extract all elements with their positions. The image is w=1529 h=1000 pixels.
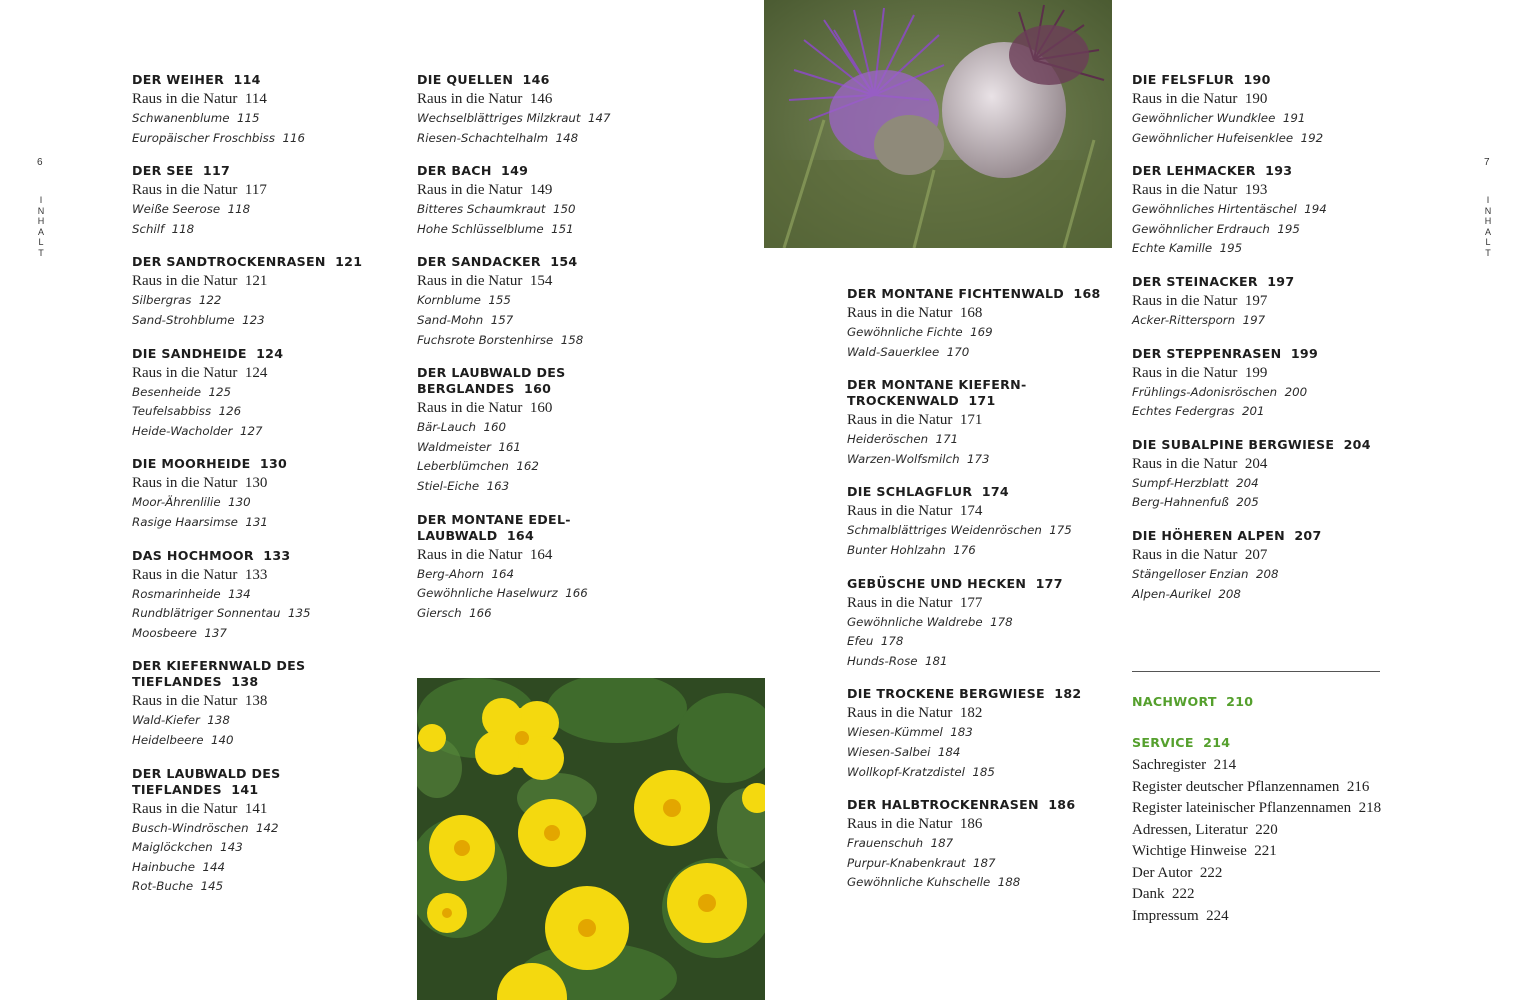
appendix-column — [1132, 694, 1402, 927]
section-heading[interactable]: DIE MOORHEIDE 130 — [132, 456, 288, 472]
toc-section — [1132, 72, 1402, 148]
side-label-right — [1482, 195, 1494, 259]
toc-section — [847, 686, 1117, 782]
page-number-left: 6 — [37, 157, 43, 168]
intro-entry[interactable]: Raus in die Natur 197 — [1132, 292, 1268, 309]
plant-entry[interactable]: Wechselblättriges Milzkraut 147 — [417, 111, 611, 125]
toc-section — [847, 377, 1117, 469]
side-label-letter: L — [1485, 237, 1491, 248]
section-heading[interactable]: DER LAUBWALD DES TIEFLANDES 141 — [132, 765, 281, 797]
plant-entry[interactable]: Gewöhnlicher Wundklee 191 — [1132, 111, 1306, 125]
plant-entry[interactable]: Heidelbeere 140 — [132, 732, 234, 747]
intro-entry[interactable]: Raus in die Natur 171 — [847, 412, 983, 429]
intro-entry[interactable]: Raus in die Natur 168 — [847, 305, 983, 321]
plant-entry[interactable]: Heideröschen 171 — [847, 432, 959, 447]
toc-column-2 — [417, 72, 687, 638]
toc-section — [1132, 528, 1402, 604]
plant-entry[interactable]: Hainbuche 144 — [132, 859, 226, 874]
toc-section — [132, 72, 402, 148]
plant-entry[interactable]: Moosbeere 137 — [132, 625, 227, 640]
service-entry[interactable]: Register lateinischer Pflanzennamen 218 — [1132, 800, 1382, 816]
plant-entry[interactable]: Heide-Wacholder 127 — [132, 423, 263, 438]
plant-entry[interactable]: Bär-Lauch 160 — [417, 420, 507, 435]
side-label-letter: T — [1485, 247, 1491, 258]
side-label-letter: N — [37, 205, 45, 216]
section-heading[interactable]: DER SEE 117 — [132, 163, 231, 179]
plant-entry[interactable]: Wald-Sauerklee 170 — [847, 344, 970, 359]
plant-entry[interactable]: Schilf 118 — [132, 221, 195, 236]
plant-entry[interactable]: Gewöhnliche Haselwurz 166 — [417, 586, 588, 601]
plant-entry[interactable]: Bitteres Schaumkraut 150 — [417, 202, 576, 217]
toc-section — [132, 548, 402, 644]
side-label-letter: A — [1484, 226, 1491, 237]
plant-entry[interactable]: Echte Kamille 195 — [1132, 241, 1243, 256]
plant-entry[interactable]: Sand-Mohn 157 — [417, 312, 514, 327]
intro-entry[interactable]: Raus in die Natur 149 — [417, 182, 553, 199]
service-list — [1132, 755, 1402, 927]
plant-entry[interactable]: Echtes Federgras 201 — [1132, 404, 1265, 419]
divider-line — [1132, 671, 1380, 672]
toc-section — [417, 72, 687, 148]
plant-entry[interactable]: Efeu 178 — [847, 634, 904, 649]
side-label-letter: A — [37, 226, 44, 237]
toc-section — [1132, 346, 1402, 422]
service-entry[interactable]: Adressen, Literatur 220 — [1132, 821, 1278, 838]
service-entry[interactable]: Dank 222 — [1132, 886, 1195, 902]
plant-entry[interactable]: Maiglöckchen 143 — [132, 840, 243, 855]
side-label-letter: N — [1484, 205, 1492, 216]
toc-column-3 — [847, 286, 1117, 908]
side-label-letter: I — [1486, 195, 1490, 205]
section-heading[interactable]: DER LAUBWALD DES BERGLANDES 160 — [417, 365, 566, 397]
plant-entry[interactable]: Schwanenblume 115 — [132, 111, 260, 125]
plant-entry[interactable]: Wald-Kiefer 138 — [132, 713, 230, 728]
plant-entry[interactable]: Frauenschuh 187 — [847, 836, 954, 851]
intro-entry[interactable]: Raus in die Natur 117 — [132, 182, 267, 199]
intro-entry[interactable]: Raus in die Natur 154 — [417, 273, 553, 290]
plant-entry[interactable]: Teufelsabbiss 126 — [132, 404, 242, 419]
section-heading[interactable]: DIE HÖHEREN ALPEN 207 — [1132, 527, 1322, 543]
service-entry[interactable]: Wichtige Hinweise 221 — [1132, 843, 1277, 859]
intro-entry[interactable]: Raus in die Natur 199 — [1132, 364, 1268, 381]
side-label-letter: H — [1484, 216, 1492, 227]
intro-entry[interactable]: Raus in die Natur 124 — [132, 364, 268, 381]
side-label-letter: L — [38, 237, 44, 248]
plant-entry[interactable]: Rundblätriger Sonnentau 135 — [132, 606, 311, 621]
plant-entry[interactable]: Kornblume 155 — [417, 293, 511, 308]
plant-entry[interactable]: Europäischer Froschbiss 116 — [132, 130, 305, 145]
plant-entry[interactable]: Warzen-Wolfsmilch 173 — [847, 451, 990, 466]
plant-entry[interactable]: Hunds-Rose 181 — [847, 653, 948, 668]
plant-entry[interactable]: Wollkopf-Kratzdistel 185 — [847, 764, 995, 779]
section-heading[interactable]: DER BACH 149 — [417, 163, 529, 179]
plant-entry[interactable]: Wiesen-Kümmel 183 — [847, 725, 973, 740]
nachwort-heading[interactable]: NACHWORT 210 — [1132, 694, 1254, 709]
page-number-right: 7 — [1484, 157, 1490, 168]
plant-entry[interactable]: Stängelloser Enzian 208 — [1132, 566, 1279, 581]
section-heading[interactable]: DIE SUBALPINE BERGWIESE 204 — [1132, 436, 1371, 452]
section-heading[interactable]: DIE TROCKENE BERGWIESE 182 — [847, 686, 1082, 702]
section-heading[interactable]: DIE QUELLEN 146 — [417, 72, 550, 87]
thistle-photo — [764, 0, 1112, 248]
side-label-letter: H — [37, 216, 45, 227]
intro-entry[interactable]: Raus in die Natur 141 — [132, 800, 268, 817]
section-heading[interactable]: DER KIEFERNWALD DES TIEFLANDES 138 — [132, 658, 306, 690]
intro-entry[interactable]: Raus in die Natur 193 — [1132, 182, 1268, 199]
toc-section — [132, 766, 402, 897]
intro-entry[interactable]: Raus in die Natur 204 — [1132, 455, 1268, 472]
intro-entry[interactable]: Raus in die Natur 121 — [132, 273, 268, 290]
toc-section — [1132, 163, 1402, 259]
plant-entry[interactable]: Hohe Schlüsselblume 151 — [417, 221, 574, 236]
toc-section — [847, 484, 1117, 560]
intro-entry[interactable]: Raus in die Natur 190 — [1132, 91, 1268, 107]
plant-entry[interactable]: Busch-Windröschen 142 — [132, 820, 279, 835]
section-heading[interactable]: DAS HOCHMOOR 133 — [132, 547, 291, 563]
intro-entry[interactable]: Raus in die Natur 133 — [132, 566, 268, 583]
toc-section — [847, 797, 1117, 893]
toc-section — [132, 254, 402, 330]
intro-entry[interactable]: Raus in die Natur 146 — [417, 91, 553, 107]
side-label-letter: T — [38, 247, 44, 258]
toc-section — [847, 576, 1117, 672]
intro-entry[interactable]: Raus in die Natur 174 — [847, 503, 983, 520]
plant-entry[interactable]: Leberblümchen 162 — [417, 459, 539, 474]
section-heading[interactable]: DER HALBTROCKENRASEN 186 — [847, 797, 1076, 813]
plant-entry[interactable]: Gewöhnliche Kuhschelle 188 — [847, 875, 1021, 890]
toc-section — [132, 456, 402, 532]
section-heading[interactable]: DER LEHMACKER 193 — [1132, 163, 1293, 179]
intro-entry[interactable]: Raus in die Natur 130 — [132, 475, 268, 492]
plant-entry[interactable]: Giersch 166 — [417, 605, 492, 620]
section-heading[interactable]: DIE FELSFLUR 190 — [1132, 72, 1271, 87]
intro-entry[interactable]: Raus in die Natur 177 — [847, 594, 983, 611]
plant-entry[interactable]: Sand-Strohblume 123 — [132, 312, 265, 327]
plant-entry[interactable]: Gewöhnliche Waldrebe 178 — [847, 614, 1013, 629]
plant-entry[interactable]: Schmalblättriges Weidenröschen 175 — [847, 523, 1072, 538]
plant-entry[interactable]: Frühlings-Adonisröschen 200 — [1132, 384, 1308, 399]
intro-entry[interactable]: Raus in die Natur 207 — [1132, 546, 1268, 563]
section-heading[interactable]: DER STEINACKER 197 — [1132, 273, 1295, 289]
intro-entry[interactable]: Raus in die Natur 114 — [132, 91, 267, 107]
section-heading[interactable]: DER SANDTROCKENRASEN 121 — [132, 254, 363, 270]
plant-entry[interactable]: Alpen-Aurikel 208 — [1132, 586, 1241, 601]
plant-entry[interactable]: Waldmeister 161 — [417, 439, 521, 454]
section-heading[interactable]: DER WEIHER 114 — [132, 72, 261, 87]
plant-entry[interactable]: Berg-Ahorn 164 — [417, 566, 515, 581]
intro-entry[interactable]: Raus in die Natur 138 — [132, 693, 268, 710]
toc-section — [1132, 437, 1402, 513]
plant-entry[interactable]: Rasige Haarsimse 131 — [132, 514, 268, 529]
plant-entry[interactable]: Gewöhnliche Fichte 169 — [847, 325, 993, 339]
section-heading[interactable]: GEBÜSCHE UND HECKEN 177 — [847, 575, 1063, 591]
section-heading[interactable]: DIE SCHLAGFLUR 174 — [847, 484, 1009, 500]
side-label-letter: I — [39, 195, 43, 205]
plant-entry[interactable]: Besenheide 125 — [132, 384, 232, 399]
toc-section — [1132, 274, 1402, 331]
plant-entry[interactable]: Berg-Hahnenfuß 205 — [1132, 495, 1259, 510]
intro-entry[interactable]: Raus in die Natur 164 — [417, 546, 553, 563]
service-entry[interactable]: Impressum 224 — [1132, 907, 1229, 924]
plant-entry[interactable]: Bunter Hohlzahn 176 — [847, 542, 976, 557]
section-heading[interactable]: DER MONTANE KIEFERN-TROCKENWALD 171 — [847, 377, 1027, 409]
section-heading[interactable]: DER STEPPENRASEN 199 — [1132, 345, 1319, 361]
toc-section — [847, 286, 1117, 362]
plant-entry[interactable]: Gewöhnlicher Erdrauch 195 — [1132, 221, 1300, 236]
toc-section — [132, 346, 402, 442]
plant-entry[interactable]: Rosmarinheide 134 — [132, 586, 251, 601]
toc-column-1 — [132, 72, 402, 912]
service-entry[interactable]: Der Autor 222 — [1132, 864, 1223, 881]
intro-entry[interactable]: Raus in die Natur 186 — [847, 816, 983, 833]
section-heading[interactable]: DER MONTANE EDEL-LAUBWALD 164 — [417, 511, 571, 543]
toc-section — [417, 163, 687, 239]
plant-entry[interactable]: Weiße Seerose 118 — [132, 202, 251, 217]
service-entry[interactable]: Register deutscher Pflanzennamen 216 — [1132, 778, 1370, 795]
plant-entry[interactable]: Wiesen-Salbei 184 — [847, 744, 961, 759]
toc-section — [417, 365, 687, 496]
plant-entry[interactable]: Sumpf-Herzblatt 204 — [1132, 475, 1259, 490]
plant-entry[interactable]: Silbergras 122 — [132, 293, 222, 308]
plant-entry[interactable]: Fuchsrote Borstenhirse 158 — [417, 332, 584, 347]
marsh-marigold-photo — [417, 678, 765, 1000]
plant-entry[interactable]: Moor-Ährenlilie 130 — [132, 495, 251, 510]
service-heading[interactable]: SERVICE 214 — [1132, 735, 1231, 750]
section-heading[interactable]: DER MONTANE FICHTENWALD 168 — [847, 286, 1101, 301]
toc-column-4 — [1132, 72, 1402, 619]
plant-entry[interactable]: Stiel-Eiche 163 — [417, 478, 510, 493]
service-entry[interactable]: Sachregister 214 — [1132, 757, 1237, 773]
plant-entry[interactable]: Gewöhnlicher Hufeisenklee 192 — [1132, 130, 1324, 145]
intro-entry[interactable]: Raus in die Natur 160 — [417, 400, 553, 417]
toc-section — [417, 512, 687, 624]
section-heading[interactable]: DER SANDACKER 154 — [417, 254, 578, 270]
plant-entry[interactable]: Riesen-Schachtelhalm 148 — [417, 130, 579, 145]
plant-entry[interactable]: Acker-Rittersporn 197 — [1132, 312, 1266, 327]
toc-section — [132, 658, 402, 750]
plant-entry[interactable]: Rot-Buche 145 — [132, 879, 224, 894]
plant-entry[interactable]: Purpur-Knabenkraut 187 — [847, 855, 996, 870]
intro-entry[interactable]: Raus in die Natur 182 — [847, 705, 983, 722]
plant-entry[interactable]: Gewöhnliches Hirtentäschel 194 — [1132, 202, 1327, 217]
toc-section — [417, 254, 687, 350]
toc-section — [132, 163, 402, 239]
side-label-left — [35, 195, 47, 259]
section-heading[interactable]: DIE SANDHEIDE 124 — [132, 345, 284, 361]
